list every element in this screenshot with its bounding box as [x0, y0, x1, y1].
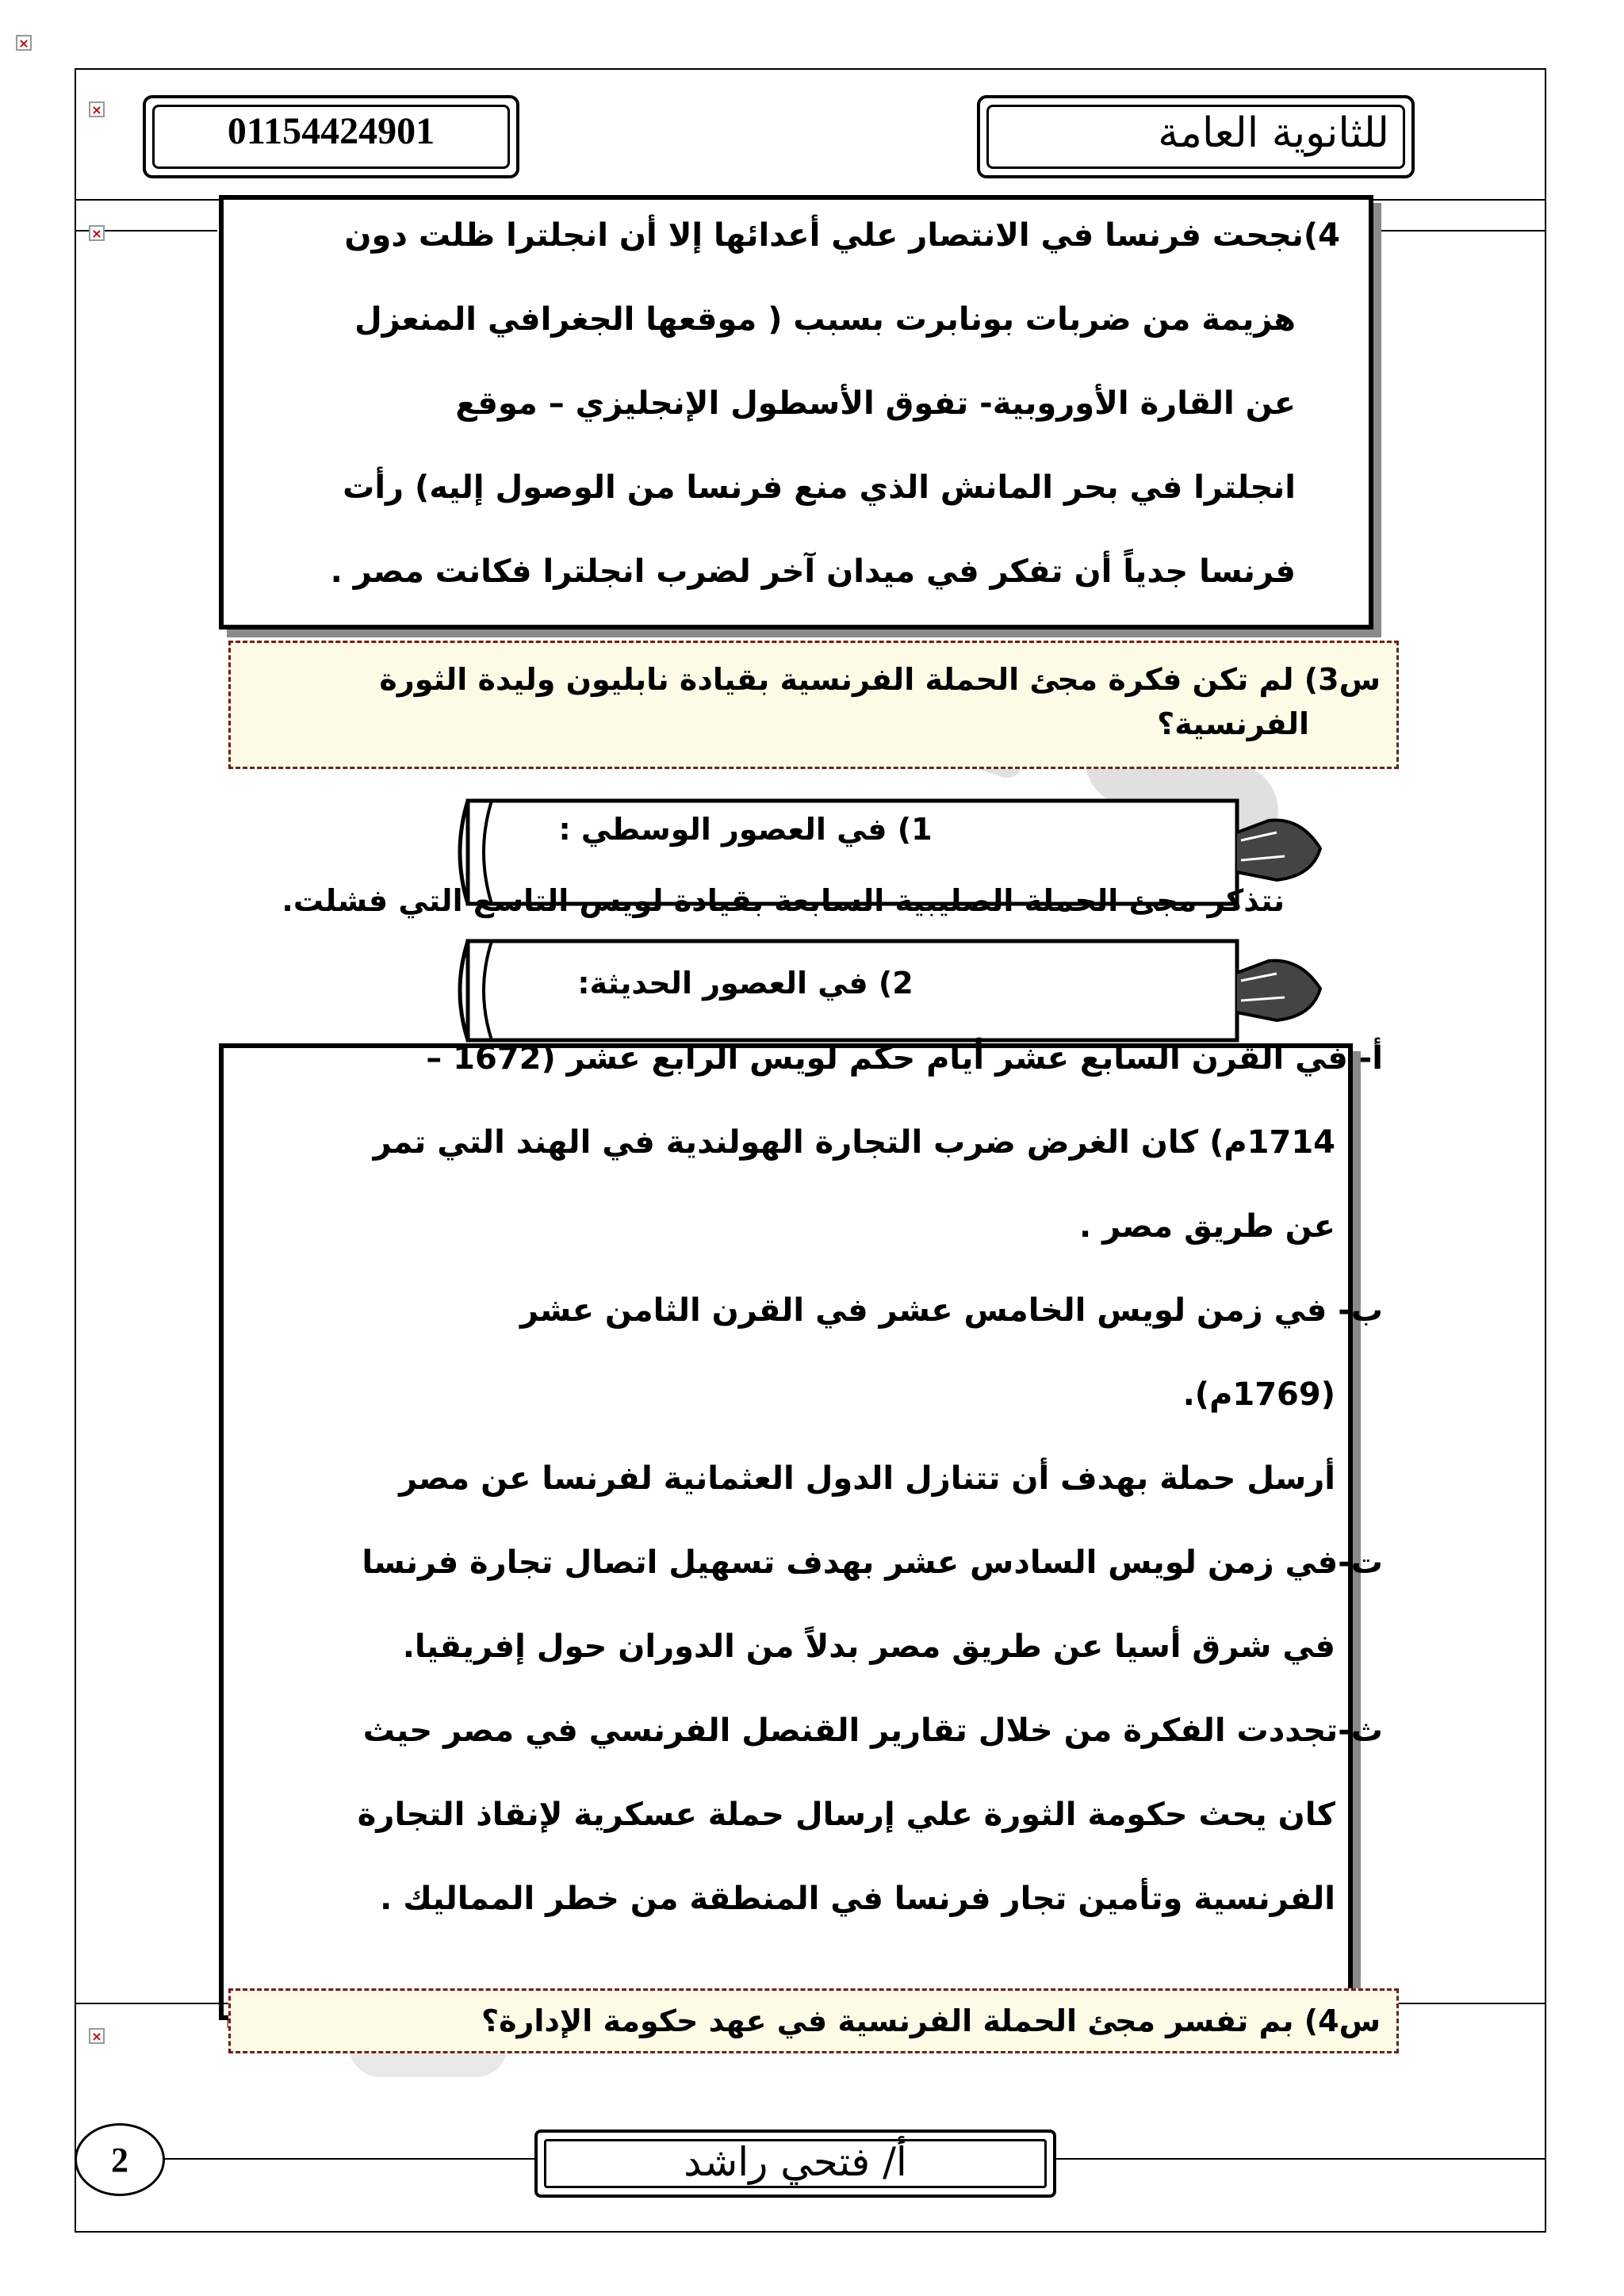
- text-line: ث-تجددت الفكرة من خلال تقارير القنصل الفرنسي في مصر حيث: [362, 1712, 1383, 1749]
- text-line: عن طريق مصر .: [1079, 1208, 1335, 1245]
- page-number: 2: [111, 2141, 128, 2179]
- banner-1-label: 1) في العصور الوسطي :: [558, 812, 933, 847]
- footer-rule: [162, 2158, 542, 2160]
- page-header-title: للثانوية العامة: [1158, 109, 1389, 157]
- text-line: عن القارة الأوروبية- تفوق الأسطول الإنجليزي – موقع: [455, 385, 1296, 422]
- question-line: الفرنسية؟: [1157, 706, 1309, 741]
- text-line: هزيمة من ضربات بونابرت بسبب ( موقعها الجغرافي المنعزل: [354, 301, 1296, 338]
- text-line: كان يحث حكومة الثورة علي إرسال حملة عسكرية لإنقاذ التجارة: [357, 1797, 1335, 1833]
- broken-image-icon: ×: [89, 101, 105, 117]
- broken-image-icon: ×: [16, 35, 32, 51]
- text-line: ت-في زمن لويس السادس عشر بهدف تسهيل اتصال تجارة فرنسا: [362, 1544, 1383, 1581]
- text-line: ب- في زمن لويس الخامس عشر في القرن الثامن عشر: [520, 1292, 1383, 1329]
- text-line: أ- في القرن السابع عشر أيام حكم لويس الرابع عشر (1672 –: [426, 1040, 1383, 1077]
- question-4-box: [228, 1988, 1399, 2053]
- phone-box: [143, 95, 519, 178]
- question-4-text: س4) بم تفسر مجئ الحملة الفرنسية في عهد حكومة الإدارة؟: [481, 2003, 1381, 2038]
- text-line: في شرق أسيا عن طريق مصر بدلاً من الدوران حول إفريقيا.: [402, 1628, 1335, 1665]
- answer-box-2: [219, 1040, 1383, 2020]
- page-number-circle: [75, 2123, 165, 2196]
- text-line: 1714م) كان الغرض ضرب التجارة الهولندية في الهند التي تمر: [373, 1124, 1335, 1161]
- answer-text-2: [247, 1016, 1383, 1941]
- phone-number: 01154424901: [227, 110, 435, 152]
- banner-2-label: 2) في العصور الحديثة:: [577, 966, 914, 1001]
- text-line: (1769م).: [1182, 1376, 1335, 1413]
- question-line: س3) لم تكن فكرة مجئ الحملة الفرنسية بقيادة نابليون وليدة الثورة: [379, 662, 1381, 697]
- header-rule-3: [1380, 230, 1546, 232]
- question-3-box: [228, 641, 1399, 769]
- broken-image-icon: ×: [89, 225, 105, 241]
- text-line: الفرنسية وتأمين تجار فرنسا في المنطقة من خطر المماليك .: [380, 1881, 1335, 1917]
- broken-image-icon: ×: [89, 2028, 105, 2044]
- answer-text-1: [251, 193, 1340, 614]
- question-3-text: [245, 657, 1381, 746]
- footer-rule: [1053, 2158, 1546, 2160]
- text-line: 4)نجحت فرنسا في الانتصار علي أعدائها إلا أن انجلترا ظلت دون: [344, 217, 1340, 254]
- author-name: أ/ فتحي راشد: [684, 2139, 907, 2185]
- title-box: [977, 95, 1415, 178]
- text-line: فرنسا جدياً أن تفكر في ميدان آخر لضرب انجلترا فكانت مصر .: [330, 553, 1296, 590]
- banner-1-text: نتذكر مجئ الحملة الصليبية السابعة بقيادة لويس التاسع التي فشلت.: [282, 883, 1285, 918]
- author-box: [534, 2130, 1056, 2198]
- text-line: أرسل حملة بهدف أن تتنازل الدول العثمانية لفرنسا عن مصر: [399, 1460, 1335, 1497]
- text-line: انجلترا في بحر المانش الذي منع فرنسا من الوصول إليه) رأت: [343, 469, 1296, 506]
- answer-box-1: [219, 195, 1373, 629]
